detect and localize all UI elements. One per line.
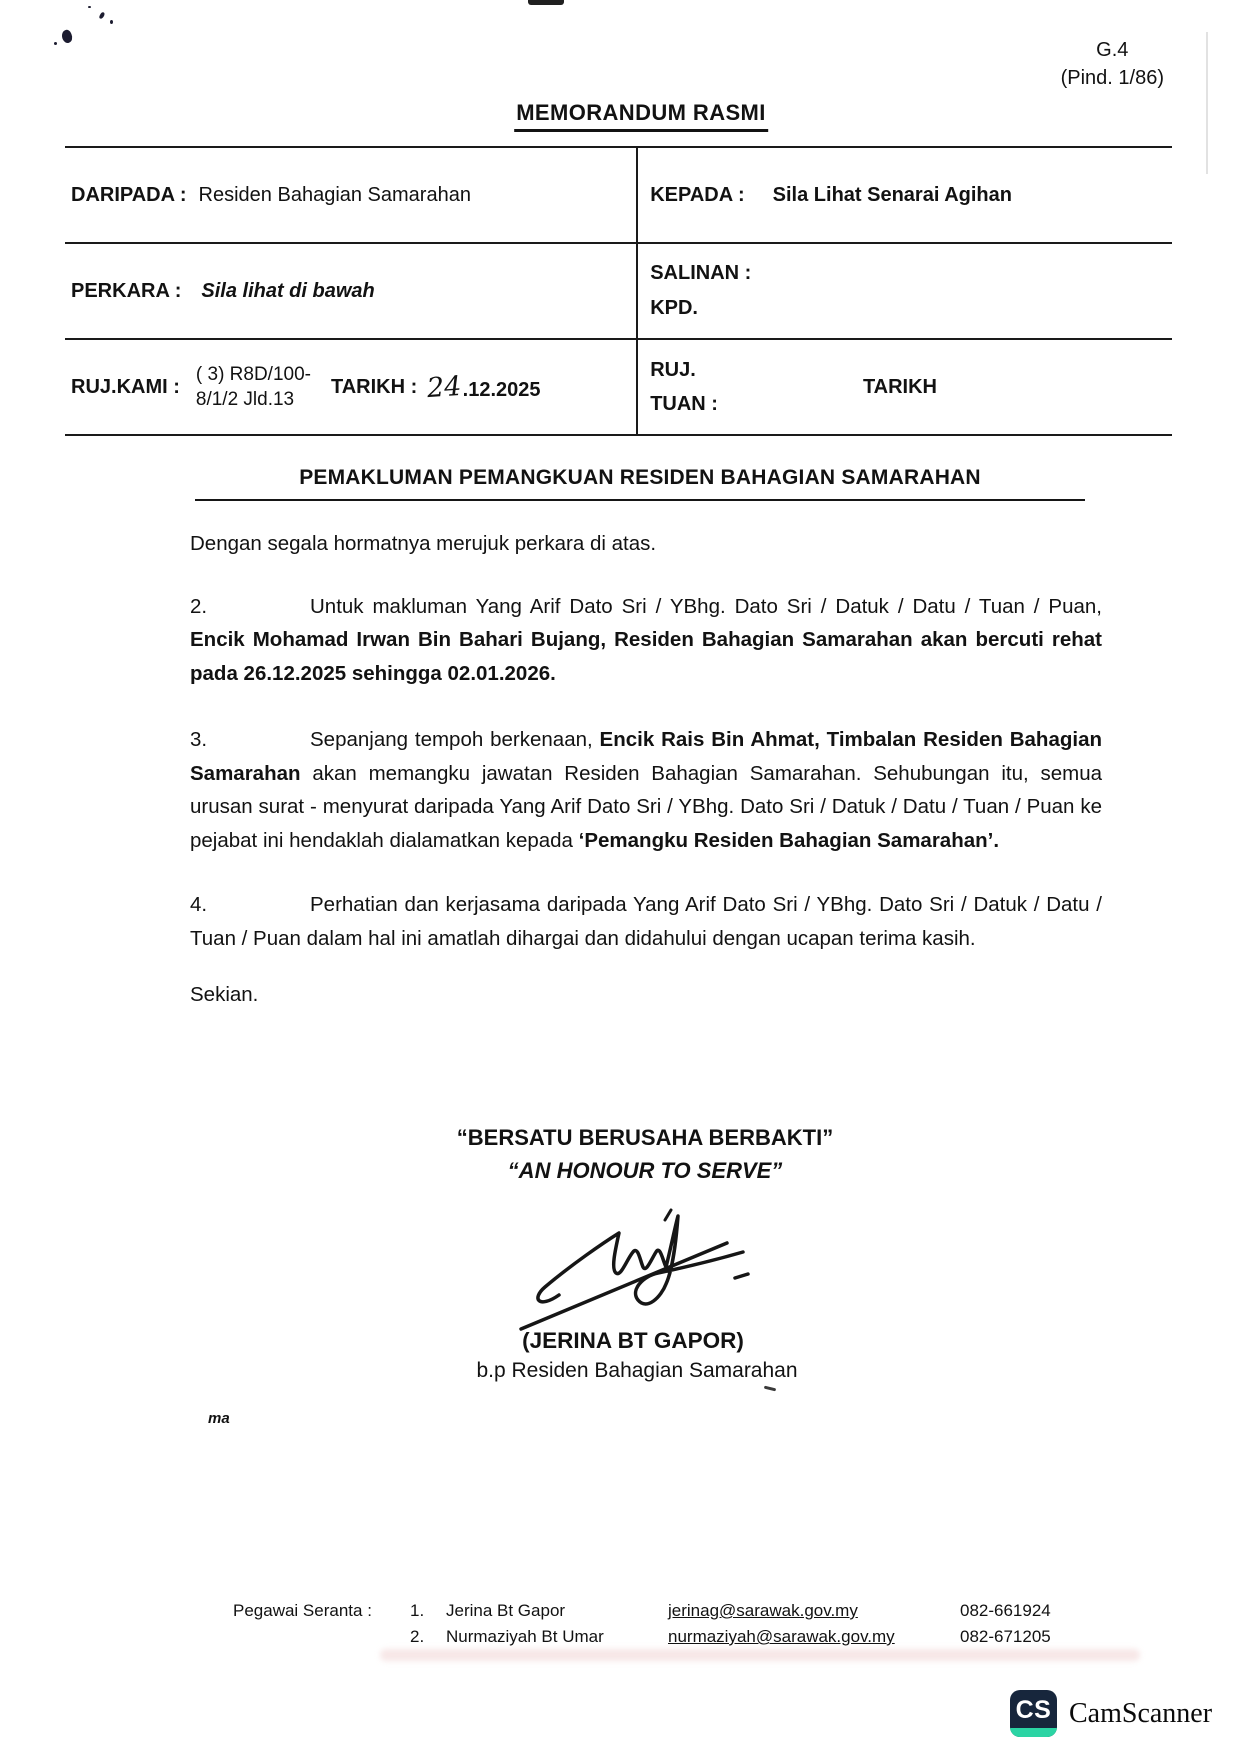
paragraph-2-text: Untuk makluman Yang Arif Dato Sri / YBhg. Dato Sri / Datuk / Datu / Tuan / Puan, (310, 594, 1102, 618)
typist-initials: ma (208, 1410, 230, 1427)
tarikh-rest: .12.2025 (462, 378, 541, 401)
paragraph-3-bold1: Encik Rais Bin Ahmat, Timbalan Residen Bahagian Samarahan (190, 728, 1102, 785)
paragraph-3-text2: akan memangku jawatan Residen Bahagian Samarahan. Sehubungan itu, semua urusan surat - menyurat daripada Yang Arif Dato Sri / YBhg. Dato Sri / Datuk / Datu / Tuan / Puan ke pejabat ini hendaklah dialamatkan kepada (190, 761, 1102, 852)
form-revision: (Pind. 1/86) (1060, 67, 1164, 89)
camscanner-icon-letters: CS (1015, 1695, 1052, 1724)
paragraph-2 (190, 590, 1102, 691)
handwritten-day: 24 (426, 370, 463, 404)
table-row-daripada-kepada (65, 146, 1172, 242)
paragraph-3-number: 3. (190, 728, 208, 751)
contact-2-name: Nurmaziyah Bt Umar (446, 1627, 604, 1646)
tarikh-right-label: TARIKH (862, 375, 937, 398)
motto-block (457, 1121, 833, 1187)
closing-word: Sekian. (190, 983, 259, 1006)
ink-speck (110, 20, 113, 24)
perkara-value: Sila lihat di bawah (201, 279, 375, 302)
stray-pen-mark (764, 1386, 776, 1392)
kepada-value: Sila Lihat Senarai Agihan (772, 183, 1012, 206)
salinan-kpd-label: KPD. (650, 297, 698, 319)
ruj-kami-value (196, 362, 311, 412)
contact-2-number: 2. (410, 1627, 425, 1646)
form-code-block (1061, 36, 1164, 92)
memo-header-table (65, 146, 1172, 436)
perkara-label: PERKARA : (71, 279, 182, 302)
footer-contacts (233, 1598, 1051, 1650)
tarikh-label: TARIKH : (331, 375, 418, 398)
paragraph-1: Dengan segala hormatnya merujuk perkara di atas. (190, 532, 657, 555)
subject-heading: PEMAKLUMAN PEMANGKUAN RESIDEN BAHAGIAN SAMARAHAN (195, 466, 1085, 501)
paragraph-3 (190, 723, 1102, 857)
motto-line1: “BERSATU BERUSAHA BERBAKTI” (456, 1125, 834, 1150)
camscanner-watermark (1010, 1690, 1212, 1737)
signatory-name: (JERINA BT GAPOR) (522, 1328, 744, 1353)
daripada-label: DARIPADA : (71, 183, 187, 206)
contact-1-email: jerinag@sarawak.gov.my (668, 1601, 858, 1620)
contact-1-phone: 082-661924 (960, 1601, 1051, 1620)
salinan-label: SALINAN : (650, 262, 752, 284)
ruj-kami-line2: 8/1/2 Jld.13 (195, 389, 295, 410)
camscanner-brand-text: CamScanner (1069, 1697, 1213, 1729)
ink-speck (54, 42, 57, 45)
table-row-perkara-salinan (65, 242, 1172, 338)
cell-perkara (65, 244, 636, 338)
cell-ruj-tuan (636, 340, 1172, 434)
paragraph-4-text: Perhatian dan kerjasama daripada Yang Arif Dato Sri / YBhg. Dato Sri / Datuk / Datu / Tuan / Puan dalam hal ini amatlah dihargai dan didahului dengan ucapan terima kasih. (190, 893, 1102, 950)
paragraph-3-text1: Sepanjang tempoh berkenaan, (310, 728, 600, 751)
page-title: MEMORANDUM RASMI (514, 100, 768, 132)
kepada-label: KEPADA : (650, 183, 745, 206)
cell-daripada (65, 148, 636, 242)
daripada-value: Residen Bahagian Samarahan (198, 183, 471, 206)
cell-salinan (636, 244, 1172, 338)
paragraph-3-bold2: ‘Pemangku Residen Bahagian Samarahan’. (578, 828, 1000, 852)
contact-row-2 (410, 1624, 1051, 1650)
contact-1-number: 1. (410, 1601, 425, 1620)
camscanner-icon-accent-strip (1010, 1728, 1057, 1737)
ruj-kami-line1: ( 3) R8D/100- (195, 364, 311, 385)
paragraph-4-number: 4. (190, 893, 208, 916)
ruj-label: RUJ. (650, 359, 696, 381)
cell-ruj-kami (65, 340, 636, 434)
form-code: G.4 (1096, 39, 1129, 61)
paragraph-2-number: 2. (190, 594, 208, 618)
contact-2-phone: 082-671205 (960, 1627, 1051, 1646)
camscanner-icon (1010, 1690, 1057, 1737)
ink-speck (60, 29, 74, 45)
ink-speck (99, 11, 106, 19)
table-row-rujukan-tarikh (65, 338, 1172, 436)
motto-line2: “AN HONOUR TO SERVE” (507, 1158, 783, 1183)
signatory-role: b.p Residen Bahagian Samarahan (476, 1359, 798, 1382)
cell-kepada (636, 148, 1172, 242)
contact-2-email: nurmaziyah@sarawak.gov.my (668, 1627, 895, 1646)
ruj-kami-label: RUJ.KAMI : (71, 375, 180, 398)
contact-1-name: Jerina Bt Gapor (446, 1601, 566, 1620)
scan-edge-shadow (1206, 32, 1208, 174)
footer-label: Pegawai Seranta : (233, 1601, 372, 1620)
paragraph-4 (190, 888, 1102, 955)
scan-artifact-top-tick (528, 0, 564, 5)
paragraph-2-bold: Encik Mohamad Irwan Bin Bahari Bujang, Residen Bahagian Samarahan akan bercuti rehat pada 26.12.2025 sehingga 02.01.2026. (190, 628, 1102, 685)
tarikh-value (427, 372, 540, 403)
memo-body (190, 527, 1102, 1012)
scan-smudge (380, 1649, 1140, 1661)
contact-row-1 (410, 1598, 1051, 1624)
handwritten-signature (515, 1203, 785, 1338)
tuan-label: TUAN : (650, 393, 718, 415)
ink-speck (88, 6, 91, 8)
